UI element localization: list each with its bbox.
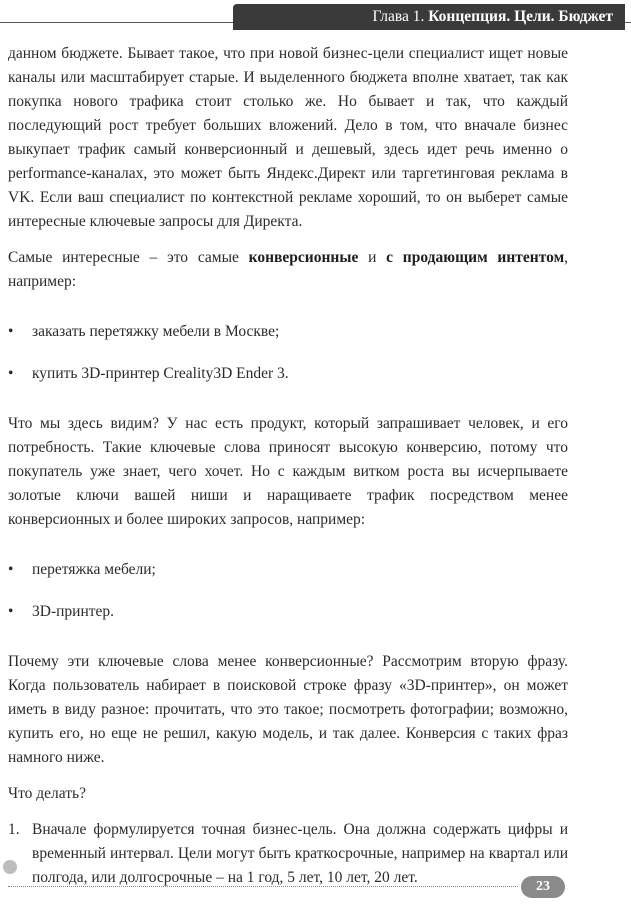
footer-ornament <box>3 860 17 874</box>
p2-bold-intent: с продающим интентом <box>386 249 565 266</box>
bullet-icon: • <box>8 603 14 620</box>
list-item: • заказать перетяжку мебели в Москве; <box>8 320 568 344</box>
bullet-list-1 <box>8 320 568 386</box>
header-text <box>372 8 613 26</box>
list-item: 1. Вначале формулируется точная бизнес-цель. Она должна содержать цифры и временный интервал. Цели могут быть краткосрочные, например на квартал или полгода, или долгосрочные – на 1 год, 5 лет, 10 лет, 20 лет. <box>8 818 568 890</box>
bullet-icon: • <box>8 561 14 578</box>
p2-end: , например: <box>8 249 569 290</box>
chapter-label: Глава 1. <box>372 8 425 25</box>
p2-bold-conversion: конверсионные <box>248 249 359 266</box>
bullet-icon: • <box>8 365 14 382</box>
paragraph-3: Что мы здесь видим? У нас есть продукт, который запрашивает человек, и его потребность. Такие ключевые слова приносят высокую конверсию, потому что покупатель уже знает, чего хочет. Но с каждым витком роста вы исчерпываете золотые ключи вашей ниши и наращиваете трафик посредством менее конверсионных и более широких запросов, например: <box>8 415 568 528</box>
list-item: • купить 3D-принтер Creality3D Ender 3. <box>8 362 568 386</box>
numbered-list <box>8 818 568 890</box>
footer-dotted-rule <box>8 886 518 887</box>
bullet-list-2 <box>8 558 568 624</box>
list-item: • перетяжка мебели; <box>8 558 568 582</box>
header-tab <box>233 4 625 30</box>
paragraph-4: Почему эти ключевые слова менее конверсионные? Рассмотрим вторую фразу. Когда пользователь набирает в поисковой строке фразу «3D-принтер», он может иметь в виду разное: прочитать, что это такое; посмотреть фотографии; возможно, купить его, но еще не решил, какую модель, и так далее. Конверсия с таких фраз намного ниже. <box>8 653 568 766</box>
page-number: 23 <box>521 876 565 898</box>
paragraph-2 <box>8 246 568 294</box>
bullet-icon: • <box>8 323 14 340</box>
chapter-title: Концепция. Цели. Бюджет <box>428 8 613 25</box>
p2-mid: и <box>358 249 387 266</box>
page-body <box>8 42 568 890</box>
paragraph-5: Что делать? <box>8 785 86 802</box>
paragraph-1: данном бюджете. Бывает такое, что при новой бизнес-цели специалист ищет новые каналы или масштабирует старые. И выделенного бюджета вполне хватает, так как покупка нового трафика стоит столько же. Но бывает и так, что каждый последующий рост требует больших вложений. Дело в том, что вначале бизнес выкупает трафик самый конверсионный и дешевый, здесь идет речь именно о performance-каналах, это может быть Яндекс.Директ или таргетинговая реклама в VK. Если ваш специалист по контекстной рекламе хороший, то он выберет самые интересные ключевые запросы для Директа. <box>8 45 568 230</box>
p2-start: Самые интересные – это самые <box>8 249 249 266</box>
running-header <box>0 0 631 30</box>
list-item: • 3D-принтер. <box>8 600 568 624</box>
list-number: 1. <box>8 821 20 838</box>
